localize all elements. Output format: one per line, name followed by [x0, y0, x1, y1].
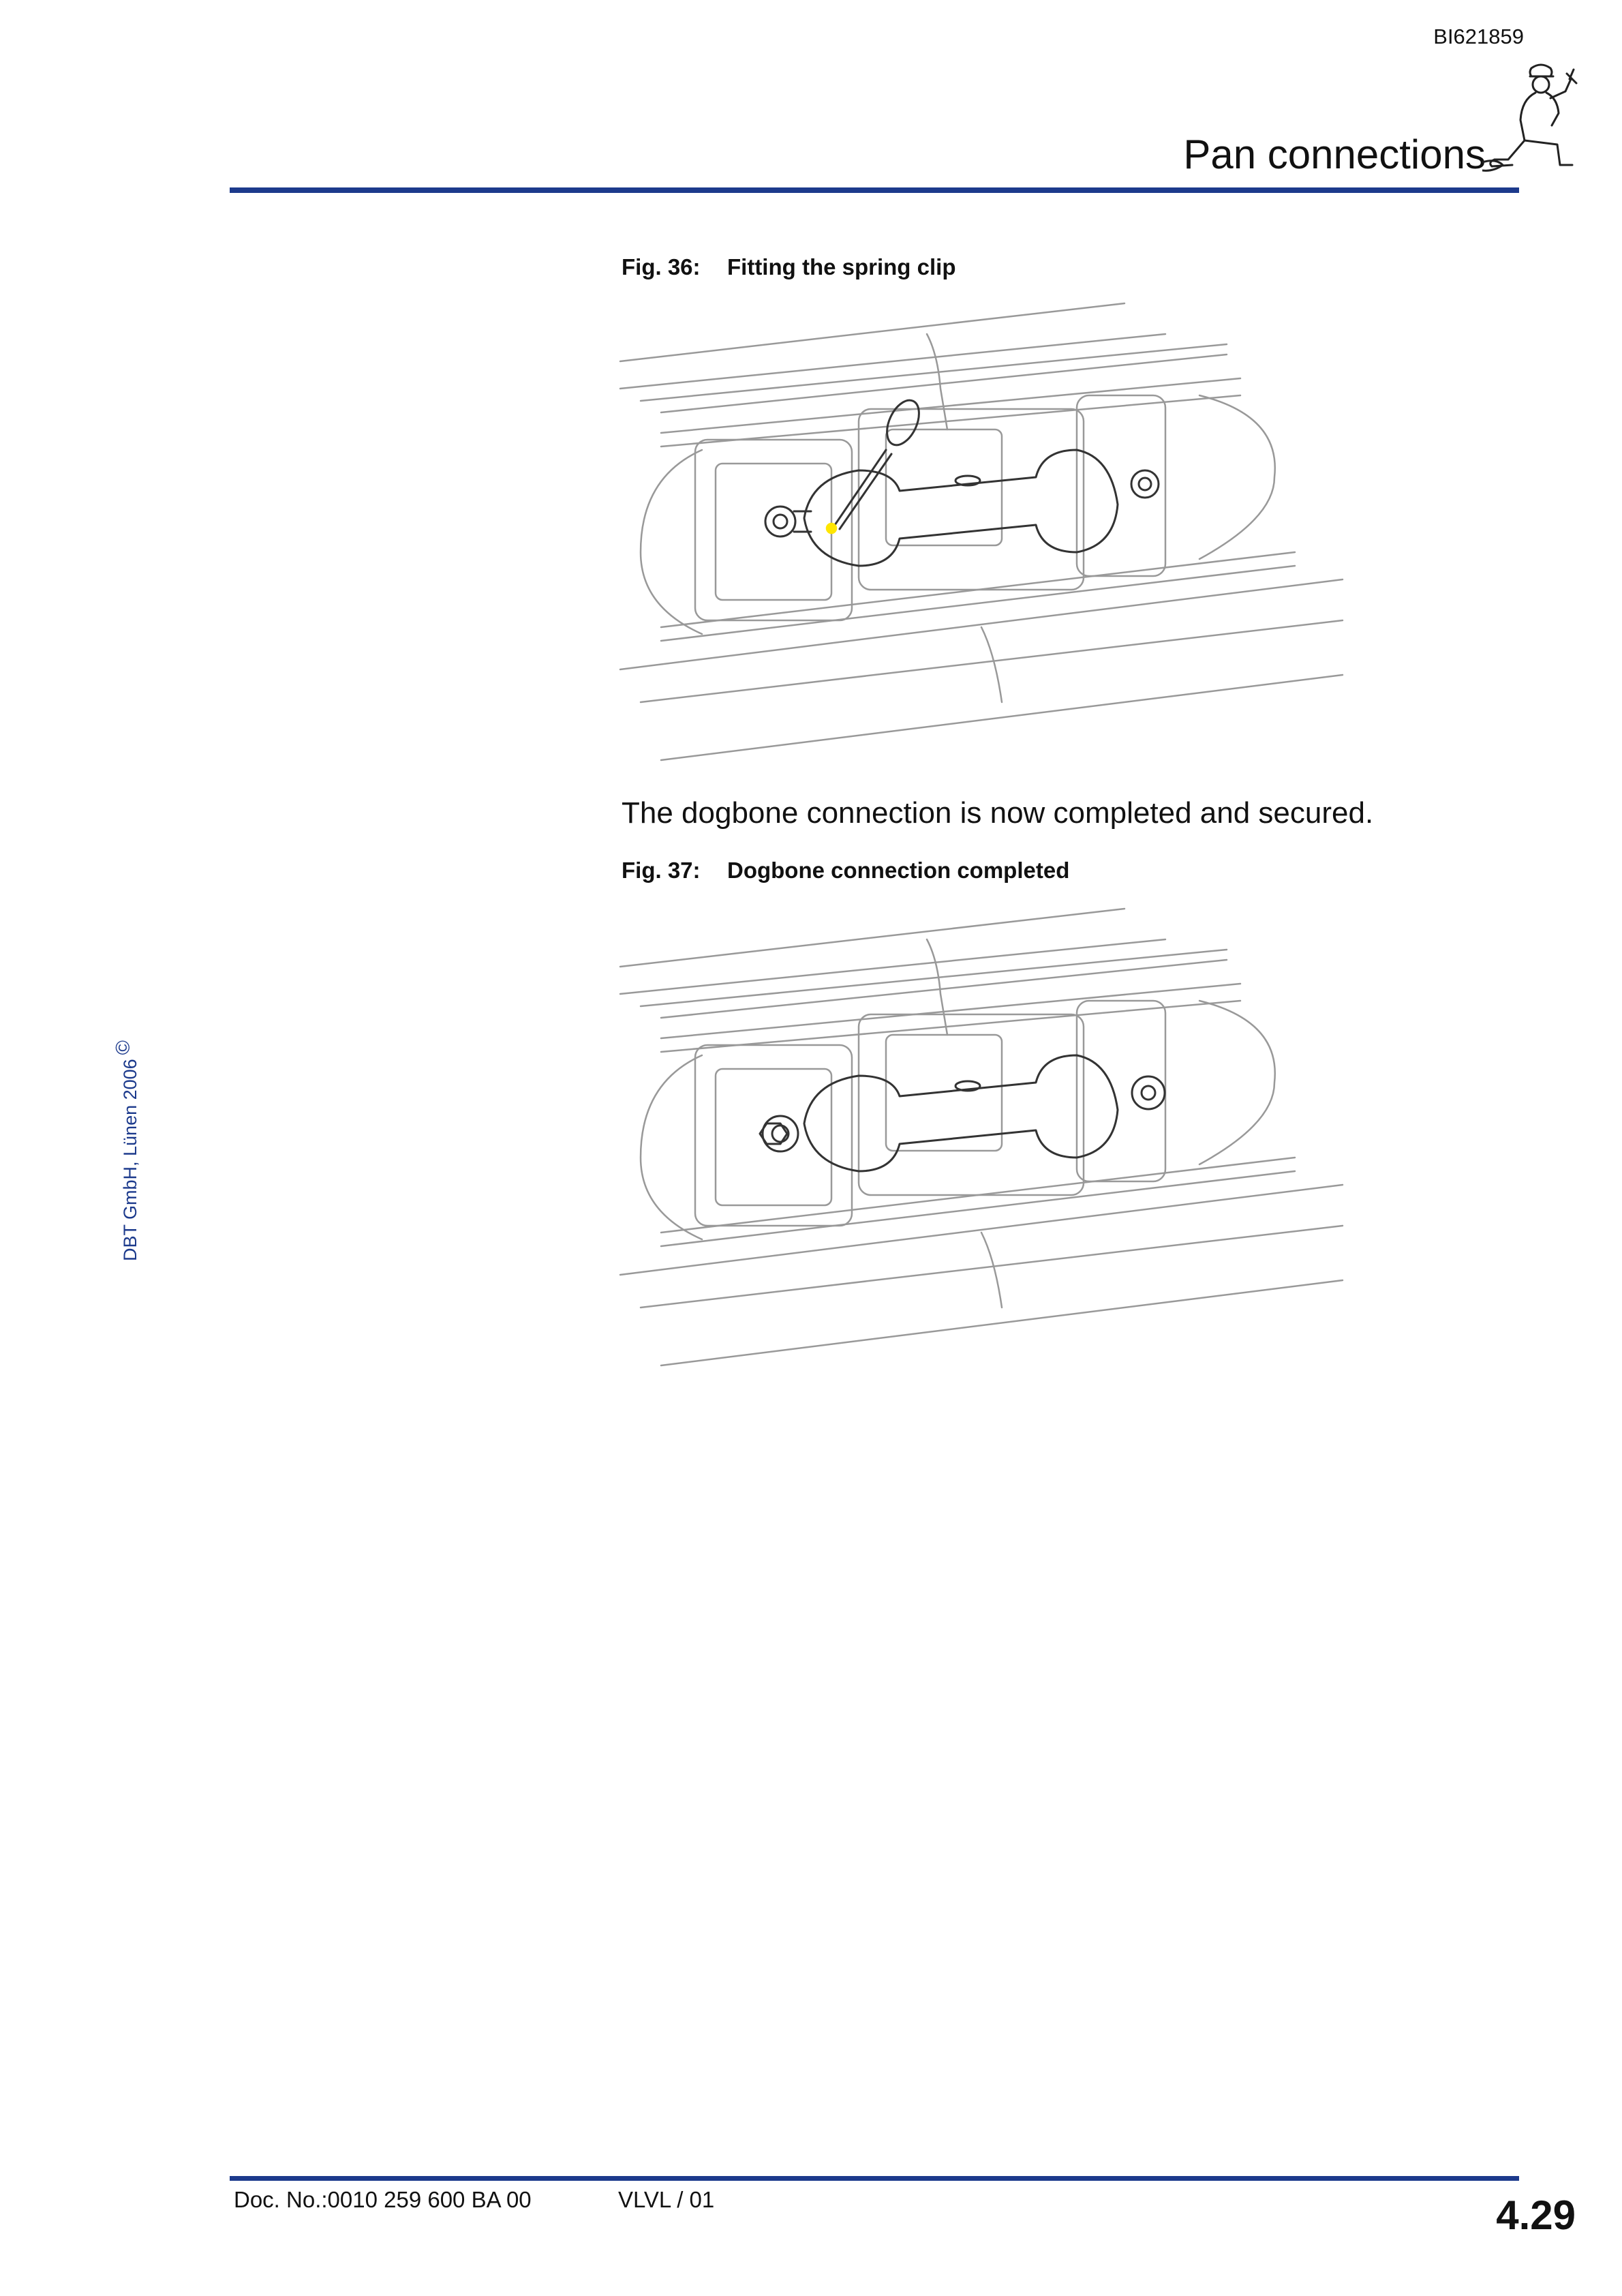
figure-caption-text: Dogbone connection completed [727, 858, 1070, 883]
document-id: BI621859 [1433, 25, 1524, 48]
footer-rule [230, 2176, 1519, 2181]
figure-caption-37 [622, 858, 1069, 883]
figure-number: Fig. 36: [622, 254, 701, 280]
body-paragraph: The dogbone connection is now completed and secured. [622, 796, 1374, 830]
figure-caption-text: Fitting the spring clip [727, 254, 956, 280]
page-number: 4.29 [1496, 2192, 1576, 2238]
header-rule [230, 187, 1519, 193]
copyright-notice [112, 1040, 141, 1261]
miner-icon [1482, 60, 1585, 176]
section-title: Pan connections [1183, 132, 1486, 177]
figure-caption-36 [622, 254, 955, 280]
footer-version: VLVL / 01 [618, 2187, 715, 2212]
figure-number: Fig. 37: [622, 858, 701, 883]
footer-doc-number: Doc. No.:0010 259 600 BA 00 [234, 2187, 532, 2212]
figure-36-illustration [600, 293, 1356, 770]
figure-37-illustration [600, 898, 1356, 1376]
copyright-symbol: © [112, 1040, 134, 1055]
copyright-text: DBT GmbH, Lünen 2006 [120, 1059, 140, 1261]
